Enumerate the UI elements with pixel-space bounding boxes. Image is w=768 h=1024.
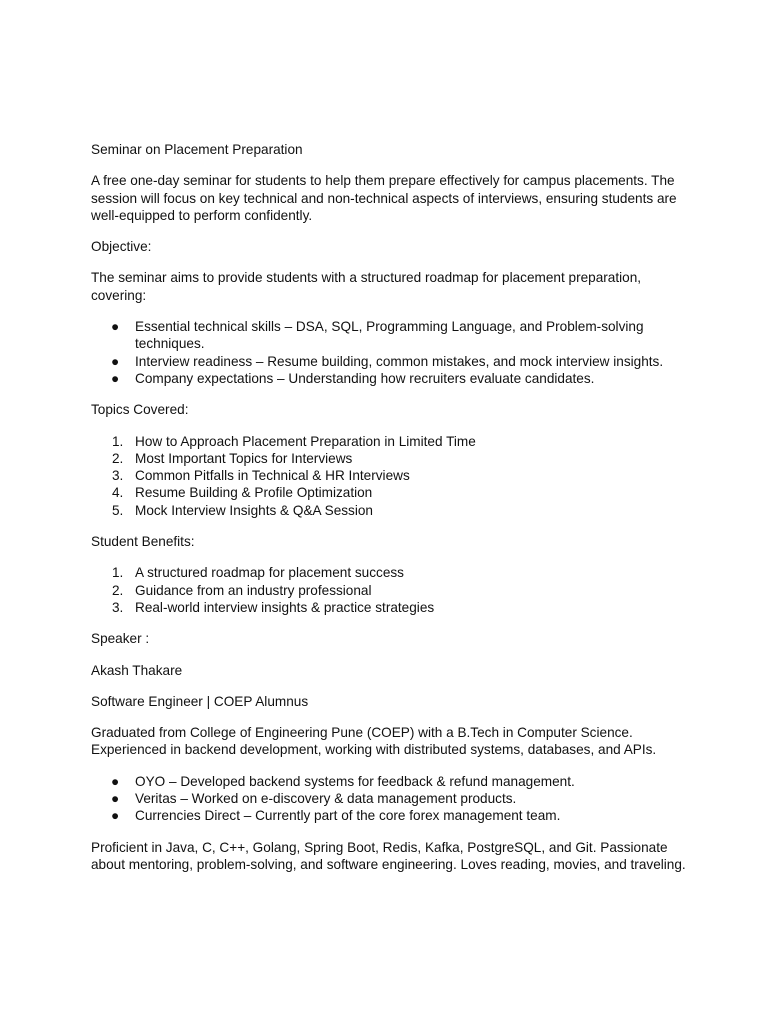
list-item: 2. Most Important Topics for Interviews [112, 450, 353, 466]
list-item: 2. Guidance from an industry professional [112, 582, 372, 598]
benefits-list [91, 564, 691, 616]
list-item: 5. Mock Interview Insights & Q&A Session [112, 502, 373, 518]
objective-heading: Objective: [91, 239, 152, 255]
list-item: ● Veritas – Worked on e-discovery & data management products. [111, 791, 517, 807]
objective-list [91, 318, 691, 387]
bullet-icon: ● [111, 319, 120, 335]
bullet-icon: ● [111, 773, 120, 789]
document-title: Seminar on Placement Preparation [91, 142, 303, 157]
bullet-icon: ● [111, 353, 120, 369]
list-item: 4. Resume Building & Profile Optimization [112, 485, 373, 501]
topics-list [91, 433, 691, 519]
list-item: ● OYO – Developed backend systems for feedback & refund management. [111, 773, 575, 789]
list-item: 3. Common Pitfalls in Technical & HR Interviews [112, 468, 410, 484]
bullet-icon: ● [111, 370, 120, 386]
list-item: 1. How to Approach Placement Preparation in Limited Time [112, 433, 476, 449]
list-item: 3. Real-world interview insights & practice strategies [112, 599, 435, 615]
objective-paragraph: The seminar aims to provide students with a structured roadmap for placement preparation, covering: [91, 270, 642, 303]
bullet-icon: ● [111, 791, 120, 807]
list-item: 1. A structured roadmap for placement success [112, 565, 404, 581]
list-item: ● Currencies Direct – Currently part of the core forex management team. [111, 808, 561, 824]
topics-heading: Topics Covered: [91, 402, 189, 418]
list-item: ● Interview readiness – Resume building, common mistakes, and mock interview insights. [111, 353, 664, 369]
document-page [91, 141, 691, 887]
list-item: ● Company expectations – Understanding how recruiters evaluate candidates. [111, 370, 595, 386]
list-item: ● Essential technical skills – DSA, SQL, Programming Language, and Problem-solving techniques. [111, 319, 644, 352]
closing-paragraph: Proficient in Java, C, C++, Golang, Spring Boot, Redis, Kafka, PostgreSQL, and Git. Passionate about mentoring, problem-solving, and software engineering. Loves reading, movies, and traveling. [91, 839, 686, 872]
experience-list [91, 773, 691, 825]
speaker-heading: Speaker : [91, 631, 150, 647]
bullet-icon: ● [111, 808, 120, 824]
intro-paragraph: A free one-day seminar for students to help them prepare effectively for campus placements. The session will focus on key technical and non-technical aspects of interviews, ensuring students are well-equipped to perform confidently. [91, 173, 677, 223]
speaker-role: Software Engineer | COEP Alumnus [91, 693, 309, 709]
speaker-bio: Graduated from College of Engineering Pune (COEP) with a B.Tech in Computer Science. Experienced in backend development, working with distributed systems, databases, and APIs. [91, 725, 657, 758]
benefits-heading: Student Benefits: [91, 534, 195, 550]
speaker-name: Akash Thakare [91, 662, 183, 678]
